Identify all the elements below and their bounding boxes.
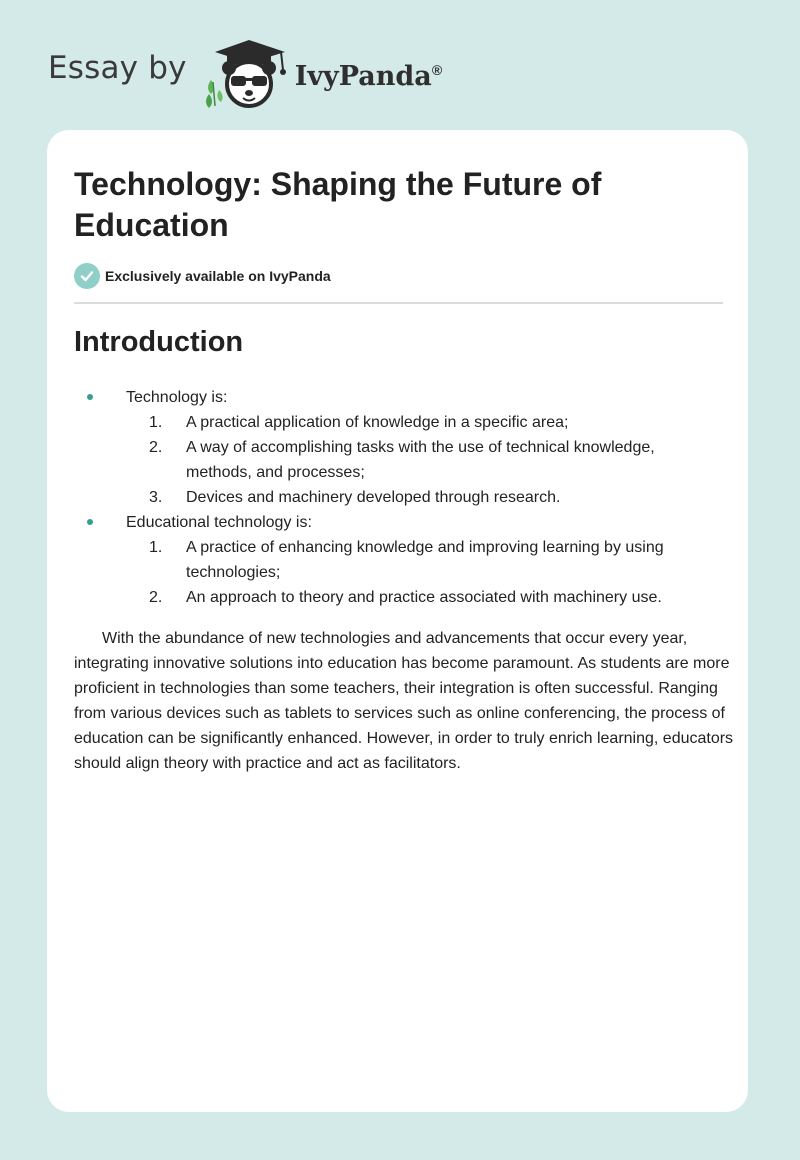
list-number: 2. — [149, 589, 163, 606]
ivypanda-brand[interactable]: IvyPanda® — [294, 60, 443, 92]
list-number: 1. — [149, 539, 163, 556]
list-text: methods, and processes; — [186, 464, 365, 481]
ivypanda-logo-icon — [201, 36, 293, 112]
list-number: 2. — [149, 439, 163, 456]
exclusive-label: Exclusively available on IvyPanda — [105, 268, 331, 284]
list-number: 1. — [149, 414, 163, 431]
check-icon — [74, 263, 100, 289]
list-number: 3. — [149, 489, 163, 506]
site-header — [48, 36, 548, 112]
list-text: technologies; — [186, 564, 281, 581]
essay-card — [47, 130, 748, 1112]
list-text: An approach to theory and practice associated with machinery use. — [186, 589, 662, 606]
list-text: Devices and machinery developed through research. — [186, 489, 561, 506]
bullet-label: Technology is: — [126, 389, 228, 406]
divider — [74, 302, 723, 304]
list-text: A way of accomplishing tasks with the use of technical knowledge, — [186, 439, 655, 456]
bullet-label: Educational technology is: — [126, 514, 312, 531]
page-title: Technology: Shaping the Future of Education — [74, 166, 602, 243]
essay-by-label: Essay by — [48, 50, 187, 86]
list-text: A practical application of knowledge in a specific area; — [186, 414, 569, 431]
bullet-icon — [87, 519, 93, 525]
bullet-icon — [87, 394, 93, 400]
body-paragraph: With the abundance of new technologies and advancements that occur every year, integrating innovative solutions into education has become paramount. As students are more proficient in technologies than some teachers, their integration is often successful. Ranging from various devices such as tablets to services such as online conferencing, the process of education can be significantly enhanced. However, in order to truly enrich learning, educators should align theory with practice and act as facilitators. — [74, 630, 734, 772]
section-heading: Introduction — [74, 326, 244, 358]
list-text: A practice of enhancing knowledge and improving learning by using — [186, 539, 664, 556]
registered-mark: ® — [431, 61, 443, 78]
exclusive-badge — [74, 263, 331, 289]
